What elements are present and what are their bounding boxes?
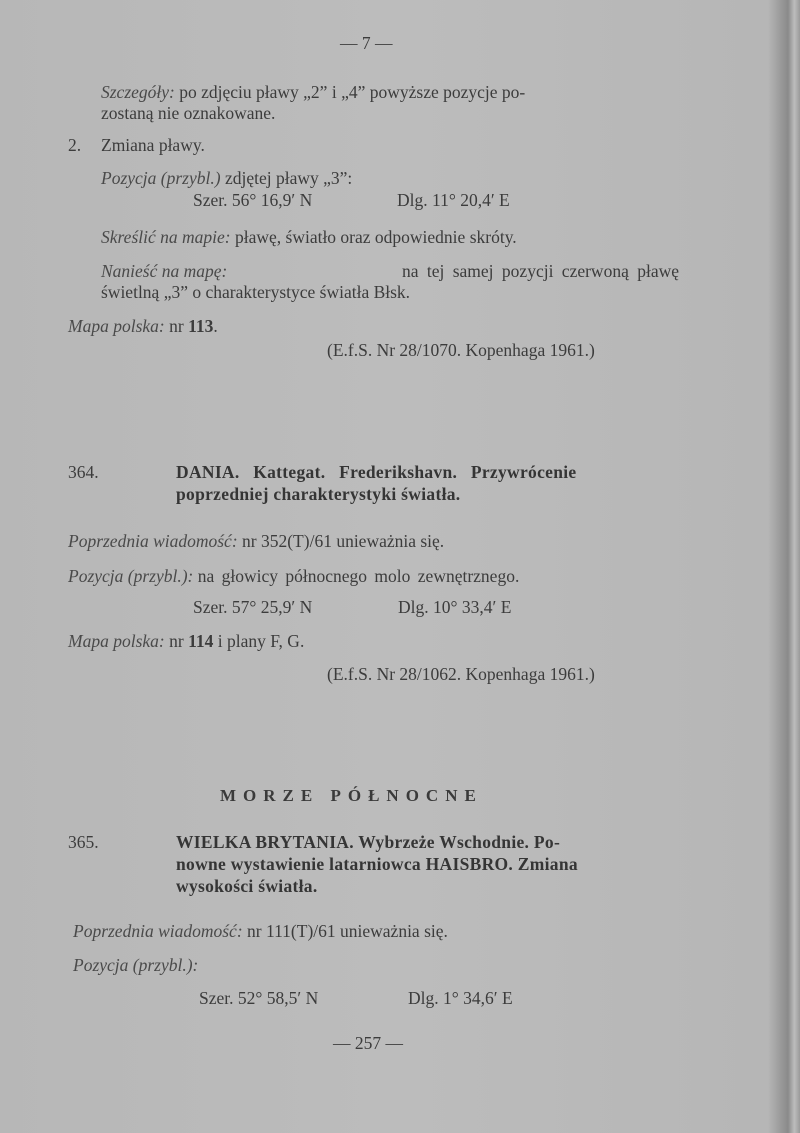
notice-364-latitude: Szer. 57° 25,9′ N bbox=[193, 597, 313, 617]
map-line bbox=[68, 316, 218, 336]
plot-text-2: świetlną „3” o charakterystyce światła Błsk. bbox=[101, 282, 411, 302]
strike-line bbox=[101, 227, 517, 247]
top-page-number: — 7 — bbox=[340, 33, 393, 53]
item-number: 2. bbox=[68, 135, 82, 155]
details-label: Szczegóły: bbox=[101, 82, 175, 102]
map-number: 113 bbox=[188, 316, 214, 336]
plot-label: Nanieść na mapę: bbox=[101, 261, 228, 281]
map-text: nr bbox=[169, 631, 184, 651]
map-label: Mapa polska: bbox=[68, 316, 165, 336]
notice-364-title-1-text: DANIA. Kattegat. Frederikshavn. Przywrócenie bbox=[176, 462, 577, 482]
notice-365-prev bbox=[73, 921, 448, 941]
notice-364-source: (E.f.S. Nr 28/1062. Kopenhaga 1961.) bbox=[327, 664, 595, 684]
notice-364-title-1 bbox=[176, 462, 678, 482]
plot-text-1: na tej samej pozycji czerwoną pławę bbox=[401, 261, 679, 281]
notice-365-position bbox=[73, 955, 198, 975]
notice-364-number: 364. bbox=[68, 462, 99, 482]
strike-label: Skreślić na mapie: bbox=[101, 227, 231, 247]
prev-label: Poprzednia wiadomość: bbox=[68, 531, 238, 551]
section-heading: MORZE PÓŁNOCNE bbox=[220, 786, 483, 805]
notice-365-title-3: wysokości światła. bbox=[176, 876, 318, 896]
map-label: Mapa polska: bbox=[68, 631, 165, 651]
source-citation: (E.f.S. Nr 28/1070. Kopenhaga 1961.) bbox=[327, 340, 595, 360]
details-line-1 bbox=[101, 82, 679, 102]
notice-364-title-2: poprzedniej charakterystyki światła. bbox=[176, 484, 461, 504]
details-text-2: zostaną nie oznakowane. bbox=[101, 103, 276, 123]
plot-line-1 bbox=[101, 261, 679, 281]
strike-text: pławę, światło oraz odpowiednie skróty. bbox=[234, 227, 517, 247]
notice-364-position bbox=[68, 566, 519, 586]
map-text: nr bbox=[169, 316, 184, 336]
position-label: Pozycja (przybl.) bbox=[101, 168, 221, 188]
bottom-page-number: — 257 — bbox=[333, 1033, 403, 1053]
position-line bbox=[101, 168, 352, 188]
notice-365-latitude: Szer. 52° 58,5′ N bbox=[199, 988, 319, 1008]
prev-text: nr 111(T)/61 unieważnia się. bbox=[247, 921, 448, 941]
position-label: Pozycja (przybl.): bbox=[73, 955, 199, 975]
item-title: Zmiana pławy. bbox=[101, 135, 205, 155]
map-suffix: . bbox=[213, 316, 218, 336]
notice-365-title-2: nowne wystawienie latarniowca HAISBRO. Zmiana bbox=[176, 854, 578, 874]
notice-365-longitude: Dlg. 1° 34,6′ E bbox=[408, 988, 513, 1008]
details-text-1: po zdjęciu pławy „2” i „4” powyższe pozycje po- bbox=[179, 82, 526, 102]
map-number: 114 bbox=[188, 631, 214, 651]
position-text: na głowicy północnego molo zewnętrznego. bbox=[197, 566, 520, 586]
notice-365-number: 365. bbox=[68, 832, 99, 852]
notice-365-title-1: WIELKA BRYTANIA. Wybrzeże Wschodnie. Po- bbox=[176, 832, 561, 852]
notice-364-prev bbox=[68, 531, 444, 551]
prev-label: Poprzednia wiadomość: bbox=[73, 921, 243, 941]
notice-364-map bbox=[68, 631, 304, 651]
notice-364-longitude: Dlg. 10° 33,4′ E bbox=[398, 597, 512, 617]
map-suffix: i plany F, G. bbox=[217, 631, 305, 651]
position-text: zdjętej pławy „3”: bbox=[224, 168, 353, 188]
latitude: Szer. 56° 16,9′ N bbox=[193, 190, 313, 210]
longitude: Dlg. 11° 20,4′ E bbox=[397, 190, 510, 210]
prev-text: nr 352(T)/61 unieważnia się. bbox=[242, 531, 445, 551]
position-label: Pozycja (przybl.): bbox=[68, 566, 194, 586]
